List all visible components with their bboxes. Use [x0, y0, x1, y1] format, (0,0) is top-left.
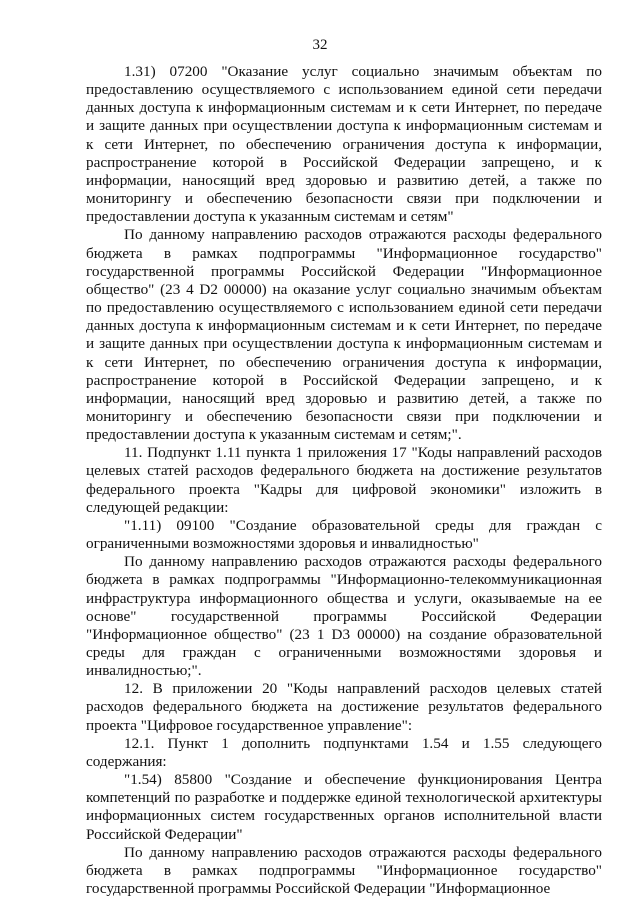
page-number: 32 — [312, 37, 328, 53]
paragraph-1-11: "1.11) 09100 "Создание образовательной среды для граждан с ограниченными возможностями здоровья и инвалидностью" — [86, 516, 602, 553]
paragraph-1-11-description: По данному направлению расходов отражаются расходы федерального бюджета в рамках подпрограммы "Информационно-телекоммуникационная инфраструктура информационного общества и услуги, оказываемые на ее основе" государственной программы Российской Федерации "Информационное общество" (23 1 D3 00000) на создание образовательной среды для граждан с ограниченными возможностями здоровья и инвалидностью;". — [86, 553, 602, 680]
paragraph-1-54-description: По данному направлению расходов отражаются расходы федерального бюджета в рамках подпрограммы "Информационное государство" государственной программы Российской Федерации "Информационное — [86, 843, 602, 898]
paragraph-item-11: 11. Подпункт 1.11 пункта 1 приложения 17 "Коды направлений расходов целевых статей расходов федерального бюджета на достижение результатов федерального проекта "Кадры для цифровой экономики" изложить в следующей редакции: — [86, 444, 602, 516]
paragraph-item-12-1: 12.1. Пункт 1 дополнить подпунктами 1.54 и 1.55 следующего содержания: — [86, 734, 602, 770]
paragraph-1-31-description: По данному направлению расходов отражаются расходы федерального бюджета в рамках подпрограммы "Информационное государство" государственной программы Российской Федерации "Информационное общество" (23 4 D2 00000) на оказание услуг социально значимым объектам по предоставлению осуществляемого с использованием единой сети передачи данных доступа к информационным системам и к сети Интернет, по передаче и защите данных при осуществлении доступа к информационным системам и к сети Интернет, по обеспечению ограничения доступа к информации, распространение которой в Российской Федерации запрещено, и к информации, наносящий вред здоровью и развитию детей, а также по мониторингу и обеспечению безопасности связи при подключении и предоставлении доступа к указанным системам и сетям;". — [86, 226, 602, 444]
document-body — [86, 63, 602, 898]
paragraph-1-31: 1.31) 07200 "Оказание услуг социально значимым объектам по предоставлению осуществляемого с использованием единой сети передачи данных доступа к информационным системам и к сети Интернет, по передаче и защите данных при осуществлении доступа к информационным системам и к сети Интернет, по обеспечению ограничения доступа к информации, распространение которой в Российской Федерации запрещено, и к информации, наносящий вред здоровью и развитию детей, а также по мониторингу и обеспечению безопасности связи при подключении и предоставлении доступа к указанным системам и сетям" — [86, 63, 602, 226]
paragraph-1-54: "1.54) 85800 "Создание и обеспечение функционирования Центра компетенций по разработке и поддержке единой технологической архитектуры информационных систем государственных органов исполнительной власти Российской Федерации" — [86, 771, 602, 843]
paragraph-item-12: 12. В приложении 20 "Коды направлений расходов целевых статей расходов федерального бюджета на достижение результатов федерального проекта "Цифровое государственное управление": — [86, 680, 602, 734]
